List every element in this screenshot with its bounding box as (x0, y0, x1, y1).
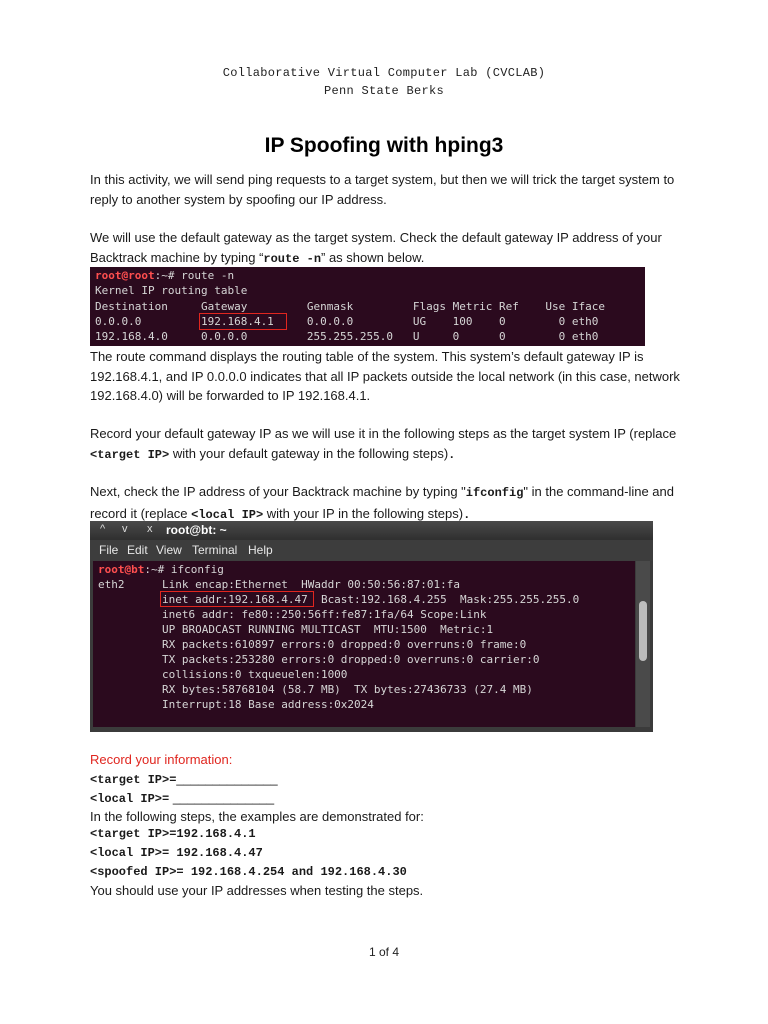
terminal-prompt-line: root@root:~# route -n (95, 269, 235, 282)
header-line-1: Collaborative Virtual Computer Lab (CVCLAB) (222, 66, 546, 80)
scrollbar-thumb (639, 601, 647, 661)
terminal-menubar (90, 540, 653, 561)
record-gateway-instruction: Record your default gateway IP as we will use it in the following steps as the target system IP (replace <target IP> with your default gateway in the following steps). (90, 426, 677, 462)
terminal-line: 0.0.0.0 192.168.4.1 0.0.0.0 UG 100 0 0 eth0 (95, 315, 599, 328)
interface-name: eth2 (98, 578, 125, 591)
header-line-2: Penn State Berks (323, 84, 445, 98)
gateway-highlight-box (199, 313, 287, 330)
terminal-line: RX bytes:58768104 (58.7 MB) TX bytes:27436733 (27.4 MB) (162, 683, 533, 696)
terminal-line: UP BROADCAST RUNNING MULTICAST MTU:1500 Metric:1 (162, 623, 494, 636)
intro-paragraph: In this activity, we will send ping requests to a target system, but then we will trick the target system to reply to another system by spoofing our IP address. (90, 172, 675, 207)
route-terminal-screenshot (90, 267, 645, 346)
gateway-instruction: We will use the default gateway as the target system. Check the default gateway IP address of your Backtrack machine by typing “route -n” as shown below. (90, 230, 662, 266)
ifconfig-terminal-window (90, 521, 653, 732)
terminal-line: 192.168.4.0 0.0.0.0 255.255.255.0 U 0 0 0 eth0 (95, 330, 599, 343)
terminal-line: Link encap:Ethernet HWaddr 00:50:56:87:01:fa (162, 578, 461, 591)
menu-file: File (99, 543, 119, 557)
terminal-line: Destination Gateway Genmask Flags Metric Ref Use Iface (95, 300, 605, 313)
inet-addr-highlight-box (160, 591, 314, 607)
titlebar-up-icon: ^ (100, 523, 106, 535)
example-spoofed-ip: <spoofed IP>= 192.168.4.254 and 192.168.4.30 (90, 865, 407, 879)
closing-note: You should use your IP addresses when testing the steps. (90, 883, 424, 898)
terminal-line: TX packets:253280 errors:0 dropped:0 overruns:0 carrier:0 (162, 653, 540, 666)
example-local-ip: <local IP>= 192.168.4.47 (90, 846, 263, 860)
menu-help: Help (248, 543, 273, 557)
terminal-output (93, 561, 635, 727)
menu-terminal: Terminal (192, 543, 238, 557)
record-heading: Record your information: (90, 752, 233, 767)
target-ip-record: <target IP>=______________ (90, 771, 278, 787)
terminal-line: collisions:0 txqueuelen:1000 (162, 668, 348, 681)
terminal-title: root@bt: ~ (166, 523, 227, 537)
titlebar-down-icon: v (122, 523, 128, 535)
menu-view: View (156, 543, 182, 557)
page-number: 1 of 4 (368, 945, 400, 959)
menu-edit: Edit (127, 543, 148, 557)
terminal-line: inet6 addr: fe80::250:56ff:fe87:1fa/64 Scope:Link (162, 608, 487, 621)
titlebar-close-icon: x (147, 523, 153, 535)
terminal-line: Kernel IP routing table (95, 284, 248, 297)
terminal-line: Interrupt:18 Base address:0x2024 (162, 698, 374, 711)
example-target-ip: <target IP>=192.168.4.1 (90, 827, 256, 841)
ifconfig-instruction: Next, check the IP address of your Backtrack machine by typing "ifconfig" in the command-line and record it (replace <local IP> with your IP in the following steps). (90, 484, 674, 522)
terminal-line: RX packets:610897 errors:0 dropped:0 overruns:0 frame:0 (162, 638, 527, 651)
terminal-line: inet addr:192.168.4.47 Bcast:192.168.4.255 Mask:255.255.255.0 (162, 593, 580, 606)
page-title: IP Spoofing with hping3 (264, 134, 504, 157)
local-ip-record: <local IP>= ______________ (90, 790, 275, 806)
terminal-titlebar (90, 521, 653, 540)
terminal-scrollbar (636, 561, 650, 727)
terminal-prompt-line: root@bt:~# ifconfig (98, 563, 224, 576)
examples-intro: In the following steps, the examples are demonstrated for: (90, 809, 424, 824)
route-explanation: The route command displays the routing table of the system. This system’s default gateway IP is 192.168.4.1, and IP 0.0.0.0 indicates that all IP packets outside the local network (in this case, network 192.168.4.0) will be forwarded to IP 192.168.4.1. (90, 349, 680, 403)
